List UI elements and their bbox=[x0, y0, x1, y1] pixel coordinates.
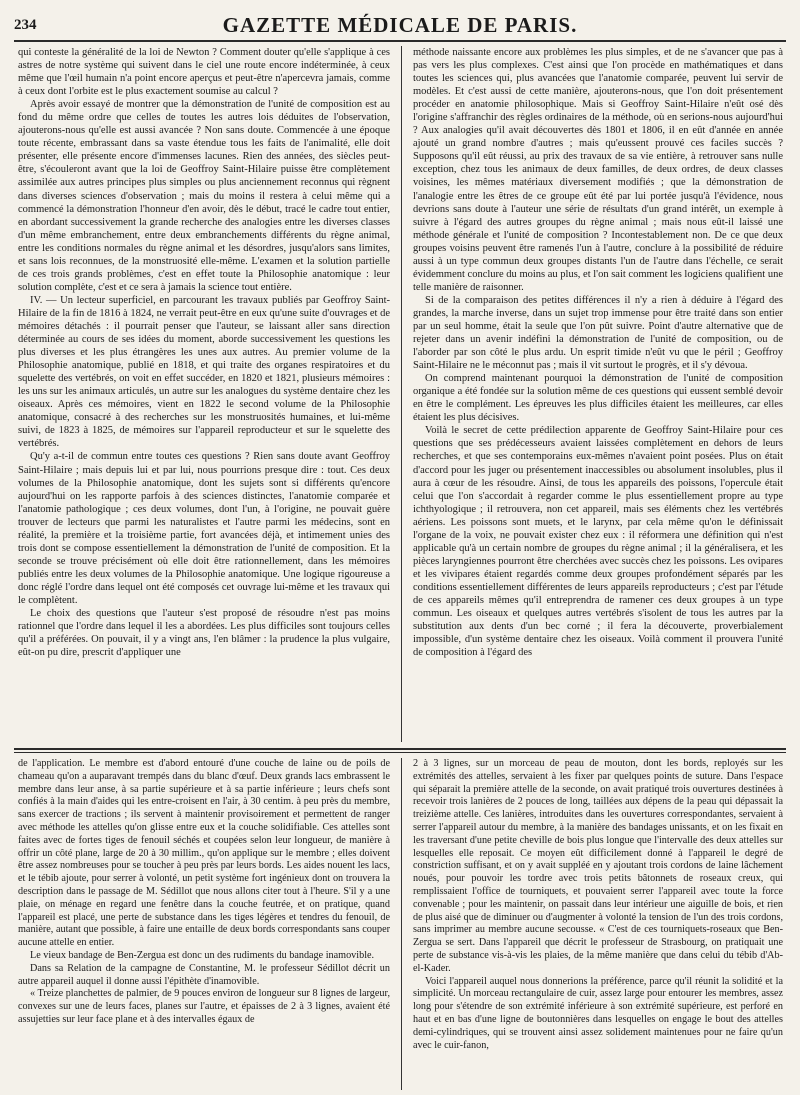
paragraph: Voici l'appareil auquel nous donnerions la préférence, parce qu'il réunit la solidité et la simplicité. Un morceau rectangulaire de cuir, assez large pour entourer les membres, assez long pour s'étendre de son extrémité inférieure à son extrémité supérieure, est perforé en haut et en bas d'une ligne de boutonnières dans lesquelles on engage le bout des attelles demi-cylindriques, qui se trouvent ainsi assez solidement maintenues pour ne faire qu'un avec le cuir-fanon, bbox=[413, 975, 783, 1051]
column-divider bbox=[401, 758, 402, 1090]
section-divider bbox=[14, 748, 786, 750]
paragraph: 2 à 3 lignes, sur un morceau de peau de mouton, dont les bords, reployés sur les extrémités des attelles, servaient à les fixer par quelques points de suture. Dans l'espace qui séparait la première attelle de la seconde, on avait pratiqué trois ouvertures destinées à recevoir trois lanières de 2 pouces de long, taillées aux dépens de la peau qui dépassait la treizième attelle. Ces lanières, introduites dans les ouvertures correspondantes, servaient à serrer l'appareil autour du membre, à la manière des bandages unissants, et on les fixait en les traversant d'une petite cheville de bois plus longue que l'intervalle des deux attelles sur lesquelles elle reposait. Ce moyen eût difficilement donné à l'appareil le degré de constriction suffisant, et on y avait suppléé en y ajoutant trois cordons de laine lâchement noués, pour pouvoir les tordre avec trois petits bâtonnets de roseaux creux, qui remplissaient l'office de tourniquets, et pouvaient serrer l'appareil avec toute la force convenable ; pour les maintenir, on passait dans leur intérieur une aiguille de bois, et rien de plus aisé que de diminuer ou d'augmenter à volonté la tension de l'un des trois cordons, sans imprimer au membre aucune secousse. « C'est de ces tourniquets-roseaux que Ben-Zergua se sert. Dans l'appareil que décrit le professeur de Strasbourg, on pratiquait une perte de substance vis-à-vis les plaies, de la même manière que dans celui du tébib d'Ab-el-Kader. bbox=[413, 758, 783, 974]
column-divider bbox=[401, 46, 402, 742]
paragraph: Le choix des questions que l'auteur s'est proposé de résoudre n'est pas moins rationnel que l'ordre dans lequel il les a abordées. Les plus difficiles sont toujours celles qu'il a préférées. On pouvait, il y a vingt ans, l'en blâmer : la prudence la plus vulgaire, eût-on pu dire, prescrit d'appliquer une bbox=[18, 608, 390, 659]
paragraph: On comprend maintenant pourquoi la démonstration de l'unité de composition organique a été fondée sur la solution même de ces questions qui eussent semblé devoir en être le complément. Les épreuves les plus difficiles étaient les meilleures, car elles étaient les plus décisives. bbox=[413, 373, 783, 424]
paragraph: Dans sa Relation de la campagne de Constantine, M. le professeur Sédillot décrit un autre appareil auquel il donne aussi l'épithète d'inamovible. bbox=[18, 962, 390, 987]
article-column-left bbox=[18, 46, 390, 742]
paragraph: Qu'y a-t-il de commun entre toutes ces questions ? Rien sans doute avant Geoffroy Saint-Hilaire ; mais depuis lui et par lui, nous pourrions presque dire : tout. Ces deux volumes de la Philosophie anatomique, dont les sujets sont si différents qu'encore aujourd'hui on les rapporte parfois à des sciences distinctes, l'anatomie comparée et l'anatomie pathologique ; ces deux volumes, dont l'un, à l'origine, ne pouvait guère trouver de lecteurs que parmi les naturalistes et l'autre parmi les médecins, sont en réalité, la première et la troisième partie, fort avancées déjà, et intimement unies des trois dont se compose essentiellement la démonstration de l'unité de composition. Et la seconde se trouve précisément où elle doit être rationnellement, dans les mémoires publiés entre les deux volumes de la Philosophie anatomique. Une logique rigoureuse a donc réglé l'ordre dans lequel ont été composés cet ouvrage lui-même et les travaux qui le complètent. bbox=[18, 451, 390, 606]
feuilleton-column-left bbox=[18, 758, 390, 1090]
paragraph: Après avoir essayé de montrer que la démonstration de l'unité de composition est au fond du même ordre que celles de toutes les autres lois déduites de l'observation, ajouterons-nous qu'elle est aussi avancée ? Non sans doute. Commencée à une époque toute récente, embrassant dans sa vaste étendue tous les faits de l'animalité, elle doit présenter, elle présente encore d'immenses lacunes. Rien des années, des siècles peut-être, s'écouleront avant que la loi de Geoffroy Saint-Hilaire puisse être complètement assimilée aux autres principes plus simples ou plus anciennement reconnus qui règnent dans diverses sciences d'observation ; mais du moins il restera à celui même qui a commencé la démonstration l'honneur d'en avoir, dès le début, tracé le cadre tout entier, en abordant successivement la grande recherche des analogies entre les diverses classes d'un même embranchement, entre deux embranchements différents du règne animal, entre les conditions normales du règne animal et les désordres, jusqu'alors sans limites, et sans lois reconnues, de la monstruosité elle-même. L'examen et la solution partielle de ces trois grands problèmes, c'est en effet toute la Philosophie anatomique : leur solution complète, c'est et ce sera à jamais la science tout entière. bbox=[18, 99, 390, 293]
section-divider-thin bbox=[14, 752, 786, 753]
paragraph: Le vieux bandage de Ben-Zergua est donc un des rudiments du bandage inamovible. bbox=[30, 949, 375, 961]
page-header bbox=[14, 10, 786, 42]
paragraph: « Treize planchettes de palmier, de 9 pouces environ de longueur sur 8 lignes de largeur, convexes sur une de leurs faces, planes sur l'autre, et épaisses de 2 à 3 lignes, avaient été assujetties sur leur face plane et à des intervalles égaux de bbox=[18, 988, 390, 1025]
paragraph: de l'application. Le membre est d'abord entouré d'une couche de laine ou de poils de chameau qu'on a auparavant trempés dans du blanc d'œuf. Deux grands lacs embrassent le membre dans leur anse, à sa partie supérieure et à sa partie inférieure ; leurs chefs sont confiés à la main d'aides qui les entre-croisent en l'air, à 30 centim. à peu près du membre, sans exercer de tractions ; ils servent à maintenir provisoirement et permettent de ranger avec méthode les attelles qu'on glisse entre eux et la couche solidifiable. Ces attelles sont faites avec de fortes tiges de fenouil séchés et coupées selon leur longueur, de manière à offrir un côté plane, large de 20 à 30 millim., qu'on applique sur le membre ; elles doivent être assez nombreuses pour se toucher à peu près par leurs bords. Les aides nouent les lacs, et le tébib ajoute, pour serrer à volonté, un petit système fort ingénieux dont on trouvera la description dans le passage de M. Sédillot que nous allons citer tout à l'heure. S'il y a une plaie, on ménage en regard une fenêtre dans la couche feutrée, et on pratique, quand l'appareil est placé, une perte de substance dans les tiges légères et tendres du fenouil, de manière, autant que possible, à faire une entaille de deux bords correspondants sans couper aucune attelle en entier. bbox=[18, 758, 390, 949]
paragraph: Voilà le secret de cette prédilection apparente de Geoffroy Saint-Hilaire pour ces questions que ses prédécesseurs avaient laissées complètement en dehors de leurs recherches, et que ses contemporains eux-mêmes n'avaient point posées. Plus on était d'accord pour les juger ou présentement inaccessibles ou absolument insolubles, plus il aura à cœur de les résoudre. Ainsi, de tous les appareils des poissons, l'opercule était celui que l'on s'accordait à regarder comme le plus essentiellement propre au type ichthyologique ; il retrouvera, non cet appareil, mais ses éléments chez les vertébrés aériens. Les poissons sont muets, et le larynx, par cela même qu'on le définissait l'organe de la voix, ne pouvait exister chez eux : il réformera une définition qui n'est applicable qu'à un certain nombre de groupes du règne animal ; il la généralisera, et les pièces laryngiennes pourront être cherchées avec succès chez les poissons. Les ovipares et les vivipares étaient regardés comme deux groupes profondément séparés par les conditions essentiellement différentes de leurs appareils reproducteurs ; c'est par l'étude de ces appareils mêmes qu'il entreprendra de ramener ces deux groupes à un type commun. Les oiseaux et quelques autres vertébrés s'isolent de tous les autres par la substitution aux dents d'un bec corné ; il fera la découverte, proverbialement impossible, d'un système dentaire chez les oiseaux. Voilà comment il prouvera l'unité de composition à l'égard des bbox=[413, 425, 783, 659]
paragraph: qui conteste la généralité de la loi de Newton ? Comment douter qu'elle s'applique à ces astres de notre système qui suivent dans le ciel une route encore indéterminée, à ceux même que l'œil humain n'a point encore aperçus et peut-être n'apercevra jamais, comme à ceux dont l'orbite est le plus exactement soumise au calcul ? bbox=[18, 47, 390, 98]
page-number: 234 bbox=[14, 16, 37, 33]
paragraph: IV. — Un lecteur superficiel, en parcourant les travaux publiés par Geoffroy Saint-Hilaire de la fin de 1816 à 1824, ne verrait peut-être en eux qu'une suite d'ouvrages et de mémoires détachés : il pourrait penser que l'auteur, se laissant aller sans direction déterminée au cours de ses idées du moment, aborde successivement les questions les plus diverses et les plus étrangères les unes aux autres. Au premier volume de la Philosophie anatomique, publié en 1818, et qui traite des organes respiratoires et du squelette des vertébrés, on voit en effet succéder, en 1820 et 1821, plusieurs mémoires : les uns sur les animaux articulés, un autre sur les analogues du système dentaire chez les oiseaux. Après ces mémoires, vient en 1822 le second volume de la Philosophie anatomique, consacré à des recherches sur les monstruosités humaines, et lui-même suivi, de 1823 à 1825, de mémoires sur l'appareil reproducteur et sur le squelette des vertébrés. bbox=[18, 294, 390, 450]
paragraph: Si de la comparaison des petites différences il n'y a rien à déduire à l'égard des grandes, la marche inverse, dans un sujet trop immense pour être traité dans son entier par un seul homme, était la seule que l'on pût suivre. Point d'autre alternative que de rejeter dans un avenir indéfini la démonstration de l'unité de composition, ou de l'aborder par son côté le plus ardu. Un esprit timide n'eût vu que le péril ; Geoffroy Saint-Hilaire ne le méconnut pas ; mais il vit surtout le progrès, et il s'y dévoua. bbox=[413, 294, 783, 372]
article-column-right bbox=[413, 46, 783, 742]
masthead-title: GAZETTE MÉDICALE DE PARIS. bbox=[222, 12, 578, 37]
paragraph: méthode naissante encore aux problèmes les plus simples, et de ne s'avancer que pas à pas vers les plus complexes. C'est ainsi que l'on procède en mathématiques et dans toutes les sciences qui, plus avancées que l'anatomie comparée, peuvent lui servir de modèles. Et c'est aussi de cette manière, ajouterons-nous, que l'on doit présentement procéder en anatomie philosophique. Mais si Geoffroy Saint-Hilaire n'eût osé dès l'origine s'affranchir des règles ordinaires de la méthode, où en serions-nous aujourd'hui ? Aux analogies qu'il avait découvertes dès 1801 et 1806, il en eût d'année en année ajouté un grand nombre d'autres ; mais qu'eussent prouvé ces faciles succès ? Supposons qu'il eût réussi, au prix des travaux de sa vie entière, à retrouver sans nulle exception, chez tous les animaux de deux familles, de deux ordres, de deux classes voisines, les mêmes matériaux diversement modifiés ; que la démonstration de l'analogie entre les êtres de ce groupe eût été par lui portée jusqu'à l'évidence, nous devrions sans doute à l'auteur une série de résultats d'un grand intérêt, un exemple à suivre à l'égard des autres groupes du règne animal ; mais nous eût-il laissé une méthode générale et l'unité de composition ? Incontestablement non. De ce que deux groupes voisins peuvent être ramenés l'un à l'autre, conclure à la possibilité de réduire aussi à un type commun deux groupes distants l'un de l'autre dans l'échelle, ce serait évidemment conclure du moins au plus, et l'on sait comment les logiciens qualifient une telle manière de raisonner. bbox=[413, 47, 783, 293]
feuilleton-column-right bbox=[413, 758, 783, 1090]
